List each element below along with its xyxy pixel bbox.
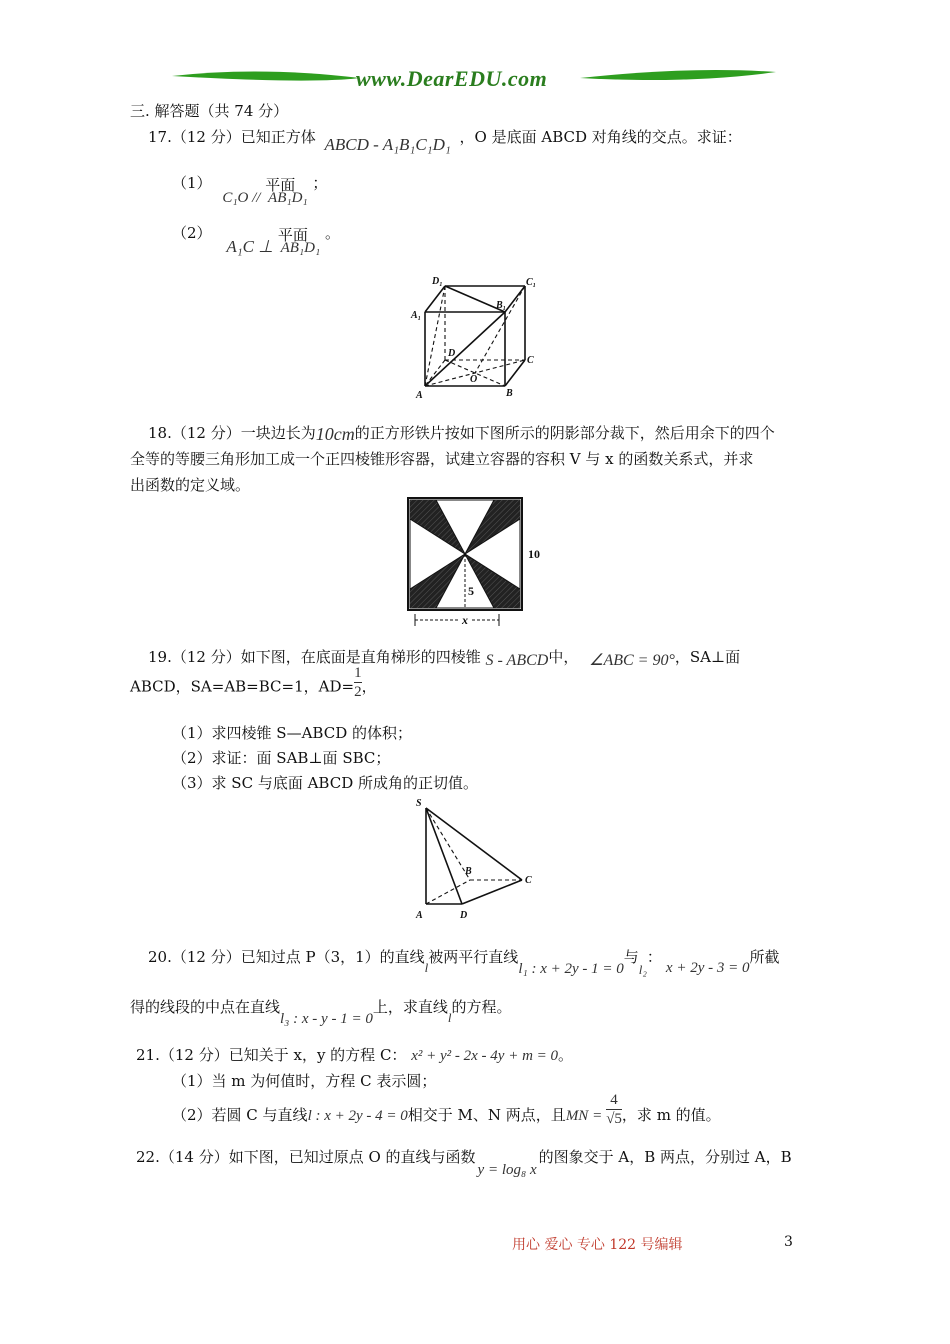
q19-part1: （1）求四棱锥 S—ABCD 的体积； xyxy=(172,724,412,742)
cube-label-c1: C₁ xyxy=(526,277,537,288)
q18-line1-b: 的正方形铁片按如下图所示的阴影部分裁下，然后用余下的四个 xyxy=(354,424,775,442)
q19-frac-den: 2 xyxy=(354,684,362,700)
q17-p2-math: A₁C ⊥ xyxy=(226,237,274,256)
q17-p1-math: C₁O // xyxy=(222,190,261,206)
q20-line1-a: 20.（12 分）已知过点 P（3，1）的直线 xyxy=(148,948,425,966)
q22-line1 xyxy=(136,1146,792,1178)
q20-line-l1-eq: l₁ : x + 2y - 1 = 0 xyxy=(518,961,624,977)
q17-stem xyxy=(148,126,742,154)
q19-part3: （3）求 SC 与底面 ABCD 所成角的正切值。 xyxy=(172,774,479,792)
q21-p2-c: ，求 m 的值。 xyxy=(621,1106,721,1124)
q17-part1 xyxy=(172,172,328,206)
q20-line-l2: l₂ xyxy=(638,962,647,977)
q21-circle-eq: x² + y² - 2x - 4y + m = 0 xyxy=(411,1048,559,1064)
q19-frac-num: 1 xyxy=(354,665,362,681)
q21-line1-a: 21.（12 分）已知关于 x，y 的方程 C： xyxy=(136,1046,407,1064)
q19-part2: （2）求证：面 SAB⊥面 SBC； xyxy=(172,749,391,767)
q18-line2: 全等的等腰三角形加工成一个正四棱锥形容器，试建立容器的容积 V 与 x 的函数关系式，并求 xyxy=(130,450,754,468)
square-height-label: 5 xyxy=(468,584,474,598)
q21-line-eq: l : x + 2y - 4 = 0 xyxy=(307,1108,408,1124)
q20-line-l3-eq: l₃ : x - y - 1 = 0 xyxy=(280,1011,373,1027)
cube-label-o: O xyxy=(470,374,478,385)
square-side-label: 10 xyxy=(528,547,540,561)
cube-figure xyxy=(408,274,548,400)
square-sheet-figure xyxy=(404,496,552,630)
q17-p2-plane: AB₁D₁ xyxy=(280,240,321,256)
q19-line2-b: ， xyxy=(361,677,377,696)
site-logo-text[interactable]: www.DearEDU.com xyxy=(356,66,548,91)
pyramid-label-c: C xyxy=(525,875,532,886)
footer-editor-note: 用心 爱心 专心 122 号编辑 xyxy=(512,1237,683,1253)
q19-line1-b: 中， xyxy=(548,648,579,666)
pyramid-label-b: B xyxy=(465,866,472,877)
q18-line3: 出函数的定义域。 xyxy=(130,476,251,494)
q19-fraction xyxy=(354,664,362,701)
q21-p2-b: 相交于 M、N 两点，且 xyxy=(407,1106,566,1124)
cube-label-d1: D₁ xyxy=(432,276,443,287)
q17-p2-end: 。 xyxy=(324,224,340,242)
q20-line-l2-eq: x + 2y - 3 = 0 xyxy=(665,960,750,976)
q20-line-l: l xyxy=(424,960,429,975)
q19-line1-a: 19.（12 分）如下图，在底面是直角梯形的四棱锥 xyxy=(148,648,481,666)
cube-label-d: D xyxy=(448,348,456,359)
q21-mn: MN = xyxy=(565,1108,603,1124)
q19-line1 xyxy=(148,646,740,667)
q18-line1-a: 18.（12 分）一块边长为 xyxy=(148,424,316,442)
section-title: 三. 解答题（共 74 分） xyxy=(130,102,289,120)
q19-line1-c: ，SA⊥面 xyxy=(674,648,741,666)
page-number: 3 xyxy=(784,1234,793,1250)
q20-line1-c: 与 xyxy=(623,948,639,966)
q17-p1-word: 平面 xyxy=(265,176,296,194)
q17-p2-word: 平面 xyxy=(277,226,308,244)
q18-line1 xyxy=(148,422,775,443)
q21-part1: （1）当 m 为何值时，方程 C 表示圆； xyxy=(172,1072,437,1090)
q19-pyramid-math: S - ABCD xyxy=(485,652,549,669)
pyramid-label-a: A xyxy=(416,910,423,921)
q17-part2 xyxy=(172,222,340,256)
cube-label-b1: B₁ xyxy=(496,300,507,311)
q20-line2 xyxy=(130,996,512,1027)
q20-line-l-b: l xyxy=(447,1010,452,1025)
cube-label-c: C xyxy=(527,355,534,366)
q17-cube-math: ABCD - A₁B₁C₁D₁ xyxy=(324,135,451,154)
header-banner xyxy=(170,62,780,96)
cube-label-a: A xyxy=(416,390,423,400)
q17-p1-end: ； xyxy=(312,174,328,192)
q21-fraction xyxy=(606,1091,622,1128)
q20-line1 xyxy=(148,946,780,977)
q21-p2-a: （2）若圆 C 与直线 xyxy=(172,1106,308,1124)
pyramid-label-s: S xyxy=(416,798,422,809)
q20-line1-e: 所截 xyxy=(749,948,780,966)
q22-line1-a: 22.（14 分）如下图，已知过原点 O 的直线与函数 xyxy=(136,1148,476,1166)
q17-stem-a: 17.（12 分）已知正方体 xyxy=(148,128,316,146)
q21-part2 xyxy=(172,1091,721,1128)
q21-line1 xyxy=(136,1044,573,1065)
q21-frac-den: √5 xyxy=(606,1110,622,1127)
q21-frac-num: 4 xyxy=(606,1091,622,1110)
q21-line1-b: 。 xyxy=(558,1046,574,1064)
q19-angle-math: ∠ABC = 90° xyxy=(589,652,675,669)
q20-line2-b: 上，求直线 xyxy=(372,998,448,1016)
cube-label-b: B xyxy=(506,388,513,399)
q18-side-math: 10cm xyxy=(315,424,355,444)
q17-stem-b: ，O 是底面 ABCD 对角线的交点。求证： xyxy=(459,128,742,146)
q22-log-func: y = log₈ x xyxy=(477,1162,537,1178)
q17-p1-num: （1） xyxy=(172,174,212,192)
q20-line2-c: 的方程。 xyxy=(451,998,512,1016)
square-x-label: x xyxy=(462,613,468,627)
pyramid-figure xyxy=(410,794,540,924)
q17-p1-plane: AB₁D₁ xyxy=(268,190,308,206)
q19-line2 xyxy=(130,665,377,701)
q17-p2-num: （2） xyxy=(172,224,212,242)
q22-line1-b: 的图象交于 A，B 两点，分别过 A，B xyxy=(538,1148,792,1166)
q20-line1-b: 被两平行直线 xyxy=(428,948,519,966)
pyramid-label-d: D xyxy=(460,910,468,921)
cube-label-a1: A₁ xyxy=(411,310,422,321)
q20-line2-a: 得的线段的中点在直线 xyxy=(130,998,281,1016)
q19-line2-a: ABCD，SA=AB=BC=1，AD= xyxy=(130,677,355,696)
q20-line1-d: ： xyxy=(646,948,662,966)
